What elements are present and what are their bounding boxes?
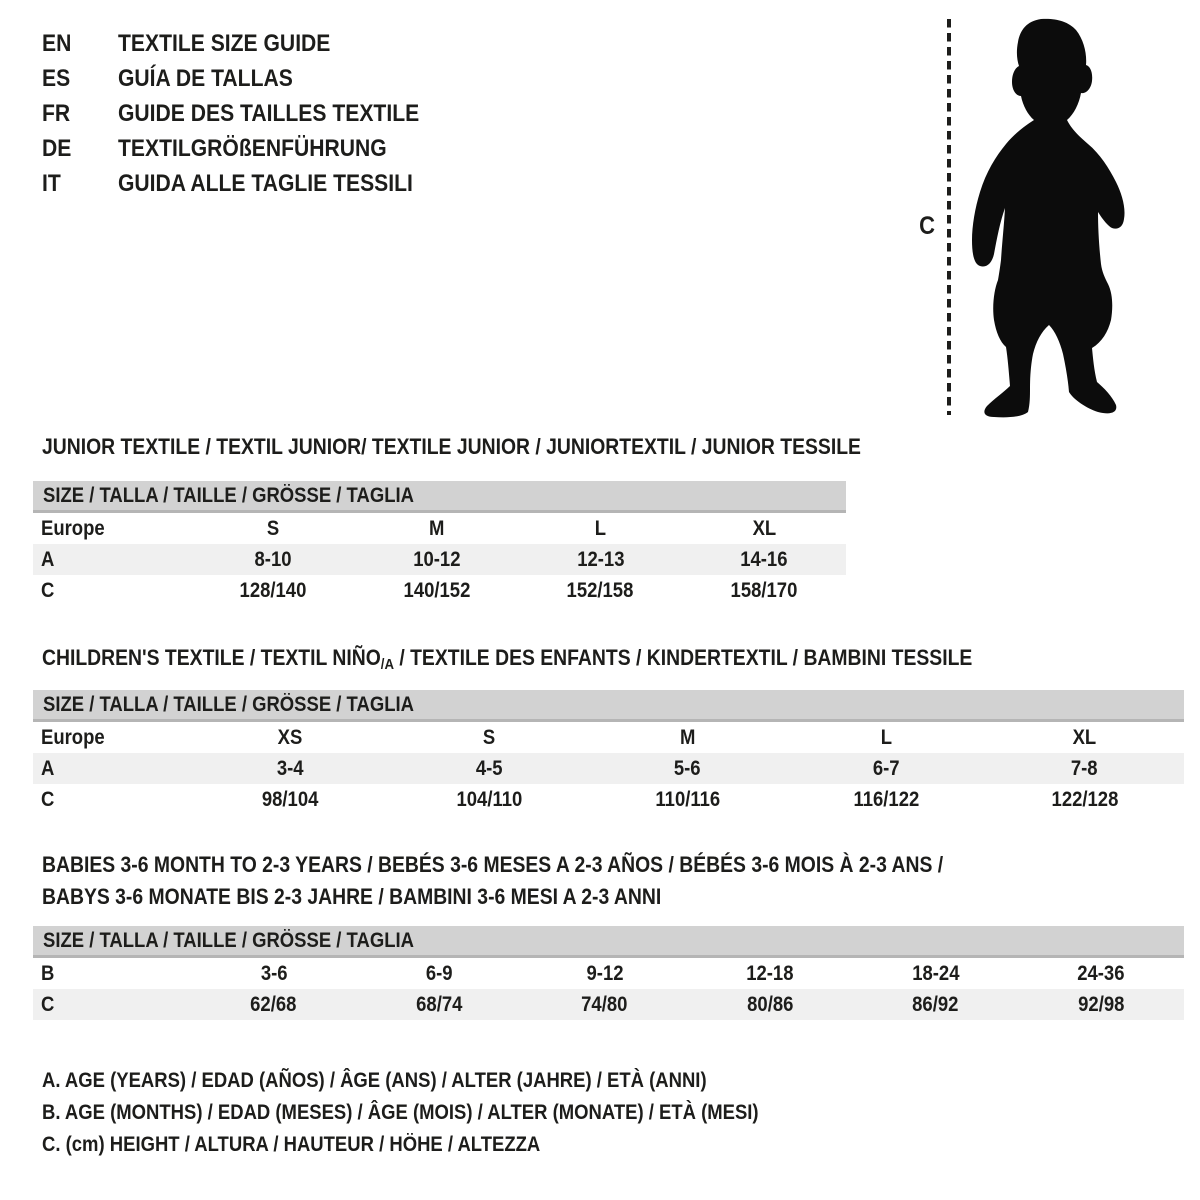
size-value-cell: 116/122 [853,787,919,811]
size-value-cell: S [482,725,496,749]
lang-row-it [42,166,460,201]
legend-line-a: A. AGE (YEARS) / EDAD (AÑOS) / ÂGE (ANS) / ALTER (JAHRE) / ETÀ (ANNI) [42,1069,707,1092]
size-value-cell: S [266,516,280,540]
lang-row-en [42,26,460,61]
babies-size-table [33,926,1184,1020]
size-value-cell: L [880,725,892,749]
children-size-table [33,690,1184,815]
size-value-cell: 158/170 [730,578,798,602]
lang-label: GUIDE DES TAILLES TEXTILE [118,99,420,127]
size-value-cell: 6-7 [872,756,900,780]
size-value-cell: L [594,516,607,540]
size-value-cell: 7-8 [1071,756,1099,780]
lang-row-fr [42,96,460,131]
size-value-cell: 8-10 [254,547,292,571]
size-table-row-a [33,753,1184,784]
size-value-cell: 122/128 [1051,787,1119,811]
size-value-cell: M [679,725,696,749]
lang-code: ES [42,64,71,92]
language-guide [42,26,460,201]
junior-size-table [33,481,846,606]
size-value-cell: 104/110 [455,787,522,811]
legend-line-b: B. AGE (MONTHS) / EDAD (MESES) / ÂGE (MOIS) / ALTER (MONATE) / ETÀ (MESI) [42,1101,759,1124]
legend [42,1069,856,1165]
size-value-cell: 110/116 [655,787,720,811]
row-label: Europe [41,516,105,540]
size-table-row-europe [33,722,1184,753]
row-label: C [41,992,55,1016]
size-table-row-b [33,958,1184,989]
size-value-cell: 3-6 [260,961,288,985]
lang-code: IT [42,169,61,197]
height-measure-dashed-line-icon [944,17,954,417]
size-value-cell: 24-36 [1077,961,1125,985]
size-value-cell: 6-9 [425,961,453,985]
lang-code: EN [42,29,72,57]
lang-code: FR [42,99,71,127]
size-table-row-c [33,784,1184,815]
size-value-cell: 9-12 [586,961,624,985]
nino-a-subscript: /A [380,656,394,673]
lang-row-es [42,61,460,96]
size-value-cell: 128/140 [239,578,307,602]
size-table-header: SIZE / TALLA / TAILLE / GRÖSSE / TAGLIA [33,481,846,513]
size-value-cell: 14-16 [740,547,788,571]
size-value-cell: 62/68 [250,992,297,1016]
size-value-cell: 3-4 [276,756,304,780]
lang-label: GUÍA DE TALLAS [118,64,293,92]
row-label: B [41,961,55,985]
lang-row-de [42,131,460,166]
size-table-row-c [33,989,1184,1020]
size-value-cell: 5-6 [674,756,701,780]
size-value-cell: 140/152 [403,578,471,602]
row-label: C [41,787,55,811]
row-label: A [41,756,55,780]
lang-code: DE [42,134,72,162]
size-value-cell: XL [752,516,776,540]
size-value-cell: 98/104 [262,787,319,811]
size-value-cell: 12-13 [576,547,625,571]
toddler-silhouette-icon [970,16,1142,420]
children-section-title: CHILDREN'S TEXTILE / TEXTIL NIÑO/A / TEXTILE DES ENFANTS / KINDERTEXTIL / BAMBINI TESSILE [42,645,973,673]
size-value-cell: 10-12 [412,547,461,571]
size-table-row-europe [33,513,846,544]
lang-label: TEXTILE SIZE GUIDE [118,29,331,57]
size-value-cell: M [428,516,445,540]
legend-line-c: C. (cm) HEIGHT / ALTURA / HAUTEUR / HÖHE / ALTEZZA [42,1133,541,1156]
size-value-cell: 74/80 [581,992,628,1016]
size-value-cell: 80/86 [747,992,794,1016]
size-table-header: SIZE / TALLA / TAILLE / GRÖSSE / TAGLIA [33,926,1184,958]
size-value-cell: XS [277,725,303,749]
height-measure-label: C [919,212,935,240]
size-table-header: SIZE / TALLA / TAILLE / GRÖSSE / TAGLIA [33,690,1184,722]
size-value-cell: 4-5 [475,756,503,780]
size-value-cell: 152/158 [566,578,634,602]
junior-section-title: JUNIOR TEXTILE / TEXTIL JUNIOR/ TEXTILE JUNIOR / JUNIORTEXTIL / JUNIOR TESSILE [42,434,861,459]
size-table-row-c [33,575,846,606]
row-label: A [41,547,55,571]
lang-label: GUIDA ALLE TAGLIE TESSILI [118,169,413,197]
size-value-cell: 18-24 [912,961,960,985]
size-value-cell: 68/74 [416,992,463,1016]
lang-label: TEXTILGRÖßENFÜHRUNG [118,134,387,162]
size-value-cell: XL [1072,725,1097,749]
babies-section-title: BABIES 3-6 MONTH TO 2-3 YEARS / BEBÉS 3-6 MESES A 2-3 AÑOS / BÉBÉS 3-6 MOIS À 2-3 ANS / BABYS 3-6 MONATE BIS 2-3 JAHRE / BAMBINI 3-6 MESI A 2-3 ANNI [42,852,944,909]
row-label: Europe [41,725,105,749]
size-value-cell: 12-18 [746,961,794,985]
row-label: C [41,578,55,602]
size-value-cell: 86/92 [912,992,959,1016]
size-table-row-a [33,544,846,575]
size-value-cell: 92/98 [1078,992,1125,1016]
